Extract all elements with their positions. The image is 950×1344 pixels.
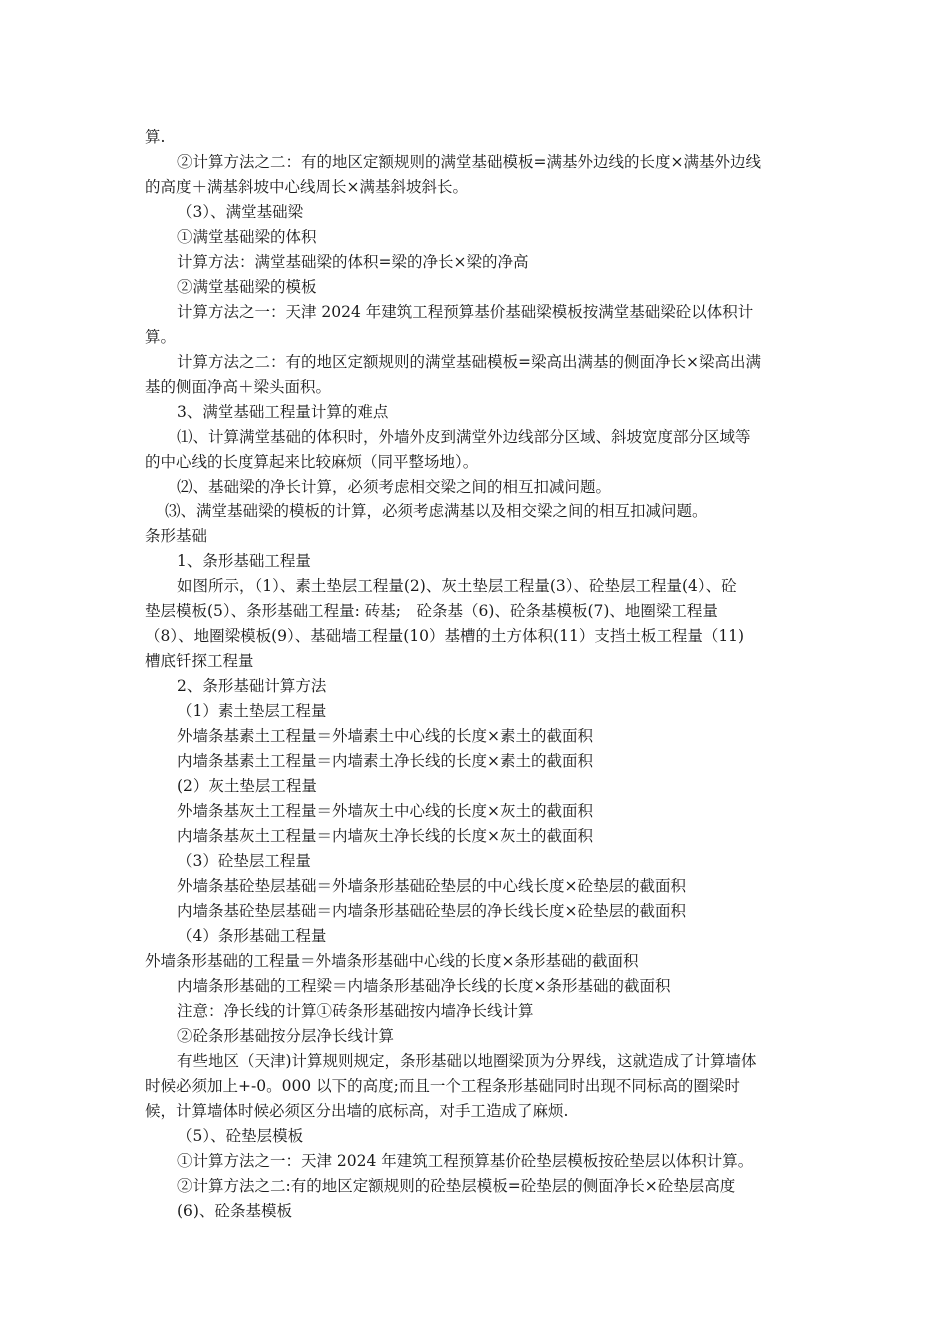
text-line: （8）、地圈梁模板(9）、基础墙工程量(10）基槽的土方体积(11）支挡土板工程量（11) xyxy=(145,627,745,645)
text-line: ②计算方法之二：有的地区定额规则的满堂基础模板=满基外边线的长度×满基外边线 xyxy=(177,153,761,171)
text-line: 的高度＋满基斜坡中心线周长×满基斜坡斜长。 xyxy=(145,178,468,196)
text-line: 有些地区（天津)计算规则规定，条形基础以地圈梁顶为分界线，这就造成了计算墙体 xyxy=(177,1052,757,1070)
text-line: 内墙条基素土工程量＝内墙素土净长线的长度×素土的截面积 xyxy=(177,752,593,770)
text-line: ①计算方法之一：天津 2024 年建筑工程预算基价砼垫层模板按砼垫层以体积计算。 xyxy=(177,1152,754,1170)
text-line: 外墙条基灰土工程量＝外墙灰土中心线的长度×灰土的截面积 xyxy=(177,802,593,820)
section-heading: （4）条形基础工程量 xyxy=(177,927,327,945)
section-heading: 2、条形基础计算方法 xyxy=(177,677,327,695)
text-line: 算. xyxy=(145,128,166,146)
text-line: 候，计算墙体时候必须区分出墙的底标高，对手工造成了麻烦. xyxy=(145,1102,569,1120)
section-heading: 3、满堂基础工程量计算的难点 xyxy=(177,403,389,421)
text-line: ①满堂基础梁的体积 xyxy=(177,228,317,246)
text-line: 计算方法之一：天津 2024 年建筑工程预算基价基础梁模板按满堂基础梁砼以体积计 xyxy=(177,303,754,321)
text-line: 注意：净长线的计算①砖条形基础按内墙净长线计算 xyxy=(177,1002,534,1020)
section-heading: （3）、满堂基础梁 xyxy=(177,203,304,221)
text-line: 内墙条基灰土工程量＝内墙灰土净长线的长度×灰土的截面积 xyxy=(177,827,593,845)
section-heading: （5）、砼垫层模板 xyxy=(177,1127,304,1145)
text-line: 基的侧面净高＋梁头面积。 xyxy=(145,378,332,396)
text-line: 垫层模板(5）、条形基础工程量: 砖基; 砼条基（6)、砼条基模板(7)、地圈梁工程量 xyxy=(145,602,718,620)
text-line: ②计算方法之二:有的地区定额规则的砼垫层模板=砼垫层的侧面净长×砼垫层高度 xyxy=(177,1177,736,1195)
text-line: 的中心线的长度算起来比较麻烦（同平整场地）。 xyxy=(145,453,479,471)
text-line: 外墙条基素土工程量＝外墙素土中心线的长度×素土的截面积 xyxy=(177,727,593,745)
text-line: 内墙条形基础的工程梁＝内墙条形基础净长线的长度×条形基础的截面积 xyxy=(177,977,671,995)
text-line: ②满堂基础梁的模板 xyxy=(177,278,317,296)
text-line: 如图所示，（1）、素土垫层工程量(2)、灰土垫层工程量(3）、砼垫层工程量(4）、砼 xyxy=(177,577,737,595)
section-heading: （1）素土垫层工程量 xyxy=(177,702,327,720)
text-line: 算。 xyxy=(145,328,177,346)
text-line: 槽底钎探工程量 xyxy=(145,652,254,670)
text-line: ⑴、计算满堂基础的体积时，外墙外皮到满堂外边线部分区域、斜坡宽度部分区域等 xyxy=(177,428,751,446)
section-heading: (6)、砼条基模板 xyxy=(177,1202,292,1220)
text-line: ②砼条形基础按分层净长线计算 xyxy=(177,1027,395,1045)
section-heading: （3）砼垫层工程量 xyxy=(177,852,311,870)
text-line: 外墙条基砼垫层基础＝外墙条形基础砼垫层的中心线长度×砼垫层的截面积 xyxy=(177,877,686,895)
section-heading: 1、条形基础工程量 xyxy=(177,552,311,570)
section-heading: (2）灰土垫层工程量 xyxy=(177,777,317,795)
text-line: 内墙条基砼垫层基础＝内墙条形基础砼垫层的净长线长度×砼垫层的截面积 xyxy=(177,902,686,920)
section-heading: 条形基础 xyxy=(145,527,208,545)
text-line: 计算方法之二：有的地区定额规则的满堂基础模板=梁高出满基的侧面净长×梁高出满 xyxy=(177,353,761,371)
text-line: ⑵、基础梁的净长计算，必须考虑相交梁之间的相互扣减问题。 xyxy=(177,478,612,496)
text-line: 时候必须加上+-0。000 以下的高度;而且一个工程条形基础同时出现不同标高的圈梁时 xyxy=(145,1077,740,1095)
text-line: ⑶、满堂基础梁的模板的计算，必须考虑满基以及相交梁之间的相互扣减问题。 xyxy=(165,502,708,520)
text-line: 计算方法：满堂基础梁的体积=梁的净长×梁的净高 xyxy=(177,253,529,271)
text-line: 外墙条形基础的工程量＝外墙条形基础中心线的长度×条形基础的截面积 xyxy=(145,952,639,970)
